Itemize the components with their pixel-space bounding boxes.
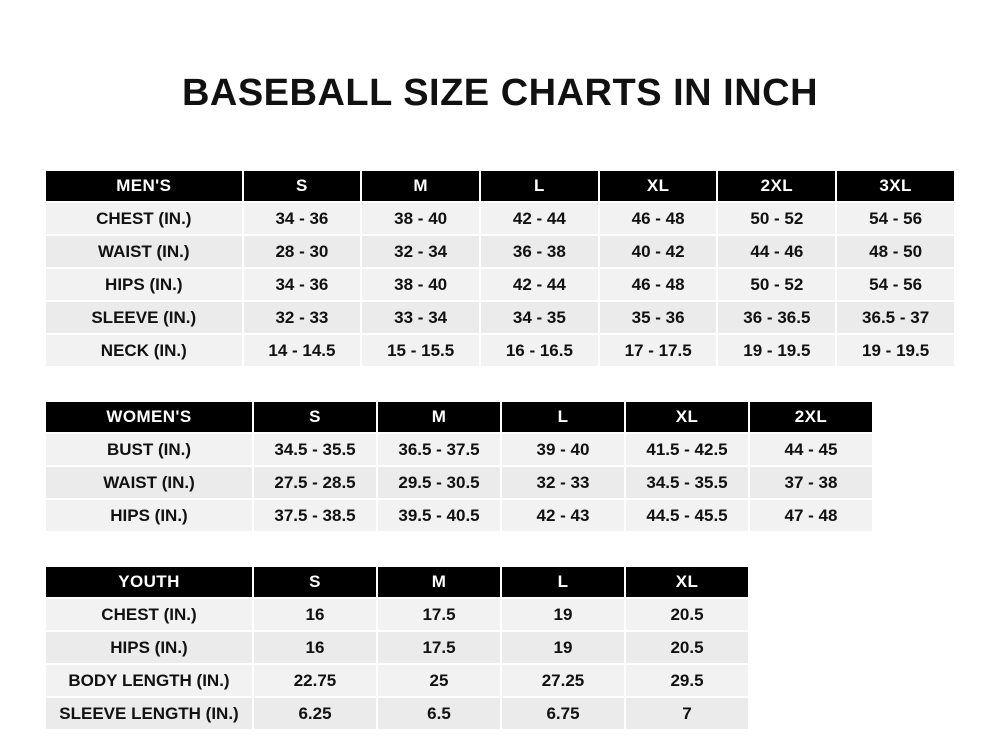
cell: 46 - 48 <box>600 203 717 234</box>
womens-header-2xl: 2XL <box>750 402 872 432</box>
cell: 7 <box>626 698 748 729</box>
cell: 44 - 45 <box>750 434 872 465</box>
cell: 34 - 35 <box>481 302 598 333</box>
row-label: WAIST (IN.) <box>46 236 242 267</box>
cell: 36.5 - 37.5 <box>378 434 500 465</box>
table-row <box>46 500 872 531</box>
womens-header-l: L <box>502 402 624 432</box>
cell: 29.5 - 30.5 <box>378 467 500 498</box>
youth-header-label: YOUTH <box>46 567 252 597</box>
cell: 6.5 <box>378 698 500 729</box>
mens-header-label: MEN'S <box>46 171 242 201</box>
cell: 20.5 <box>626 632 748 663</box>
mens-table-body <box>46 203 954 366</box>
womens-table-header <box>46 402 872 432</box>
womens-header-xl: XL <box>626 402 748 432</box>
cell: 20.5 <box>626 599 748 630</box>
cell: 16 - 16.5 <box>481 335 598 366</box>
youth-header-l: L <box>502 567 624 597</box>
cell: 44.5 - 45.5 <box>626 500 748 531</box>
cell: 22.75 <box>254 665 376 696</box>
table-row <box>46 236 954 267</box>
cell: 25 <box>378 665 500 696</box>
womens-table-body <box>46 434 872 531</box>
row-label: HIPS (IN.) <box>46 632 252 663</box>
cell: 34.5 - 35.5 <box>626 467 748 498</box>
youth-header-s: S <box>254 567 376 597</box>
row-label: SLEEVE LENGTH (IN.) <box>46 698 252 729</box>
table-row <box>46 302 954 333</box>
mens-header-s: S <box>244 171 361 201</box>
cell: 19 - 19.5 <box>837 335 954 366</box>
youth-table-header <box>46 567 748 597</box>
cell: 19 - 19.5 <box>718 335 835 366</box>
cell: 33 - 34 <box>362 302 479 333</box>
cell: 14 - 14.5 <box>244 335 361 366</box>
cell: 42 - 44 <box>481 203 598 234</box>
row-label: BUST (IN.) <box>46 434 252 465</box>
table-row <box>46 269 954 300</box>
cell: 38 - 40 <box>362 203 479 234</box>
cell: 50 - 52 <box>718 269 835 300</box>
row-label: NECK (IN.) <box>46 335 242 366</box>
youth-table-body <box>46 599 748 729</box>
cell: 40 - 42 <box>600 236 717 267</box>
cell: 37.5 - 38.5 <box>254 500 376 531</box>
cell: 36.5 - 37 <box>837 302 954 333</box>
cell: 29.5 <box>626 665 748 696</box>
table-header-row <box>46 171 954 201</box>
cell: 42 - 43 <box>502 500 624 531</box>
row-label: HIPS (IN.) <box>46 269 242 300</box>
table-row <box>46 335 954 366</box>
cell: 17.5 <box>378 632 500 663</box>
cell: 35 - 36 <box>600 302 717 333</box>
cell: 6.75 <box>502 698 624 729</box>
cell: 44 - 46 <box>718 236 835 267</box>
cell: 27.5 - 28.5 <box>254 467 376 498</box>
table-row <box>46 203 954 234</box>
womens-header-m: M <box>378 402 500 432</box>
tables-container <box>0 169 1000 731</box>
table-row <box>46 599 748 630</box>
cell: 50 - 52 <box>718 203 835 234</box>
cell: 19 <box>502 632 624 663</box>
youth-header-m: M <box>378 567 500 597</box>
cell: 34 - 36 <box>244 203 361 234</box>
cell: 34.5 - 35.5 <box>254 434 376 465</box>
cell: 54 - 56 <box>837 203 954 234</box>
table-row <box>46 434 872 465</box>
mens-header-2xl: 2XL <box>718 171 835 201</box>
cell: 32 - 33 <box>244 302 361 333</box>
cell: 41.5 - 42.5 <box>626 434 748 465</box>
cell: 19 <box>502 599 624 630</box>
cell: 6.25 <box>254 698 376 729</box>
row-label: SLEEVE (IN.) <box>46 302 242 333</box>
womens-header-s: S <box>254 402 376 432</box>
cell: 15 - 15.5 <box>362 335 479 366</box>
mens-header-m: M <box>362 171 479 201</box>
cell: 42 - 44 <box>481 269 598 300</box>
cell: 39 - 40 <box>502 434 624 465</box>
table-row <box>46 665 748 696</box>
cell: 37 - 38 <box>750 467 872 498</box>
cell: 28 - 30 <box>244 236 361 267</box>
table-row <box>46 632 748 663</box>
cell: 32 - 34 <box>362 236 479 267</box>
table-row <box>46 698 748 729</box>
womens-header-label: WOMEN'S <box>46 402 252 432</box>
cell: 32 - 33 <box>502 467 624 498</box>
cell: 34 - 36 <box>244 269 361 300</box>
youth-header-xl: XL <box>626 567 748 597</box>
table-spacer <box>44 533 956 565</box>
cell: 47 - 48 <box>750 500 872 531</box>
cell: 16 <box>254 599 376 630</box>
row-label: HIPS (IN.) <box>46 500 252 531</box>
cell: 54 - 56 <box>837 269 954 300</box>
row-label: BODY LENGTH (IN.) <box>46 665 252 696</box>
cell: 36 - 38 <box>481 236 598 267</box>
table-spacer <box>44 368 956 400</box>
mens-table-header <box>46 171 954 201</box>
cell: 39.5 - 40.5 <box>378 500 500 531</box>
cell: 17.5 <box>378 599 500 630</box>
cell: 17 - 17.5 <box>600 335 717 366</box>
table-row <box>46 467 872 498</box>
cell: 27.25 <box>502 665 624 696</box>
row-label: CHEST (IN.) <box>46 203 242 234</box>
cell: 48 - 50 <box>837 236 954 267</box>
mens-size-table <box>44 169 956 368</box>
cell: 36 - 36.5 <box>718 302 835 333</box>
page-title: BASEBALL SIZE CHARTS IN INCH <box>181 72 819 114</box>
table-header-row <box>46 567 748 597</box>
mens-header-3xl: 3XL <box>837 171 954 201</box>
womens-size-table <box>44 400 874 533</box>
mens-header-xl: XL <box>600 171 717 201</box>
row-label: WAIST (IN.) <box>46 467 252 498</box>
cell: 16 <box>254 632 376 663</box>
cell: 46 - 48 <box>600 269 717 300</box>
table-header-row <box>46 402 872 432</box>
mens-header-l: L <box>481 171 598 201</box>
row-label: CHEST (IN.) <box>46 599 252 630</box>
cell: 38 - 40 <box>362 269 479 300</box>
youth-size-table <box>44 565 750 731</box>
